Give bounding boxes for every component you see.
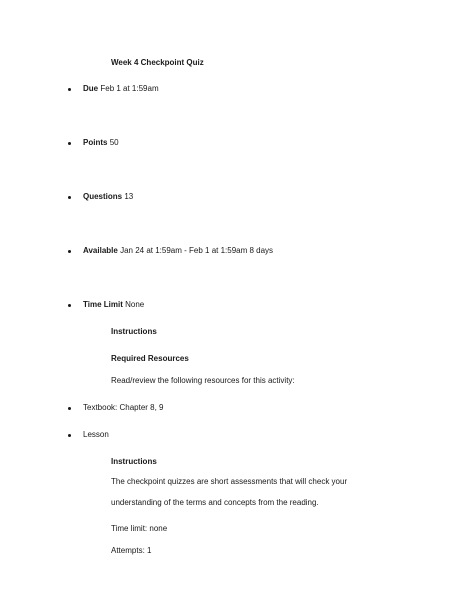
required-resources-heading: Required Resources — [111, 354, 189, 363]
bullet-icon — [68, 142, 71, 145]
resource-item-textbook: Textbook: Chapter 8, 9 — [83, 403, 164, 412]
instructions-heading: Instructions — [111, 327, 157, 336]
questions-value: 13 — [124, 192, 134, 201]
questions-label: Questions — [83, 192, 123, 201]
time-limit-text: Time limit: none — [111, 524, 168, 533]
resources-intro: Read/review the following resources for this activity: — [111, 376, 295, 385]
bullet-icon — [68, 88, 71, 91]
time-limit-item — [83, 300, 144, 310]
resource-item-lesson: Lesson — [83, 430, 109, 439]
questions-item — [83, 192, 133, 202]
points-item — [83, 138, 119, 148]
bullet-icon — [68, 250, 71, 253]
due-value: Feb 1 at 1:59am — [100, 84, 159, 93]
available-value: Jan 24 at 1:59am - Feb 1 at 1:59am 8 days — [120, 246, 274, 255]
available-item — [83, 246, 273, 256]
bullet-icon — [68, 304, 71, 307]
points-value: 50 — [109, 138, 119, 147]
instructions-text-line-1: The checkpoint quizzes are short assessments that will check your — [111, 477, 348, 486]
available-label: Available — [83, 246, 118, 255]
attempts-text: Attempts: 1 — [111, 546, 152, 555]
instructions-heading-2: Instructions — [111, 457, 157, 466]
time-limit-value: None — [125, 300, 145, 309]
page-title: Week 4 Checkpoint Quiz — [111, 58, 204, 67]
time-limit-label: Time Limit — [83, 300, 123, 309]
points-label: Points — [83, 138, 108, 147]
due-label: Due — [83, 84, 99, 93]
bullet-icon — [68, 407, 71, 410]
bullet-icon — [68, 196, 71, 199]
due-item — [83, 84, 159, 94]
bullet-icon — [68, 434, 71, 437]
instructions-text-line-2: understanding of the terms and concepts from the reading. — [111, 498, 319, 507]
